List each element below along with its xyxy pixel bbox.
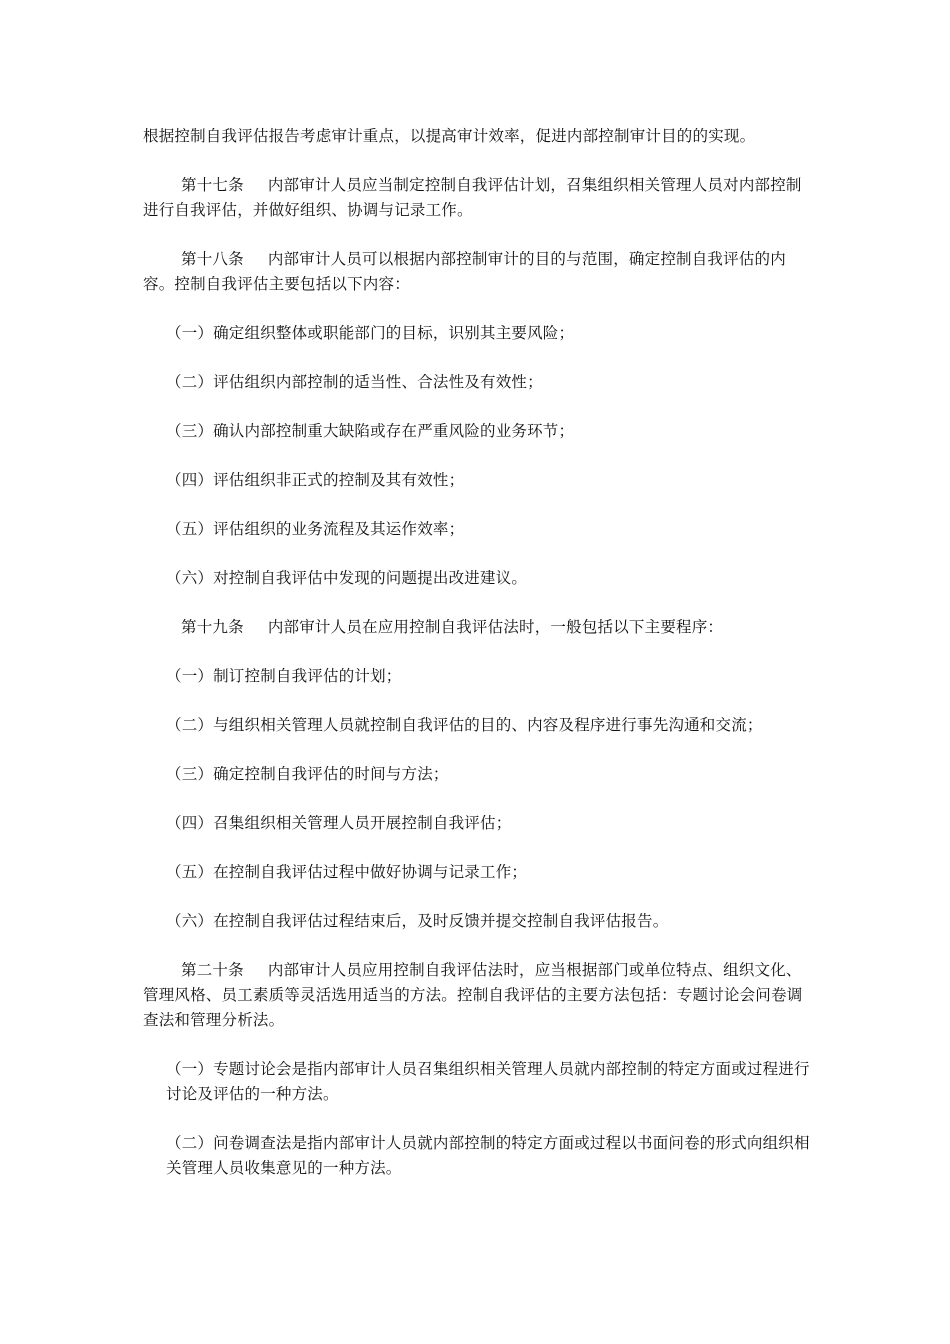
article-18-item: （五）评估组织的业务流程及其运作效率； [166,520,465,538]
article-19-number: 第十九条 [181,618,244,636]
article-18-number: 第十八条 [181,250,244,268]
article-17-text: 内部审计人员应当制定控制自我评估计划，召集组织相关管理人员对内部控制进行自我评估，并做好组织、协调与记录工作。 [143,176,802,219]
article-17-number: 第十七条 [181,176,244,194]
article-19-item: （四）召集组织相关管理人员开展控制自我评估； [166,814,512,832]
document-page [143,124,815,1181]
article-18-item: （三）确认内部控制重大缺陷或存在严重风险的业务环节； [166,422,575,440]
article-19-item: （六）在控制自我评估过程结束后，及时反馈并提交控制自我评估报告。 [166,912,669,930]
article-18-item: （二）评估组织内部控制的适当性、合法性及有效性； [166,373,543,391]
article-20-item: （一）专题讨论会是指内部审计人员召集组织相关管理人员就内部控制的特定方面或过程进行讨论及评估的一种方法。 [166,1060,810,1103]
article-17 [143,173,815,223]
paragraph-intro: 根据控制自我评估报告考虑审计重点，以提高审计效率，促进内部控制审计目的的实现。 [143,127,756,145]
article-18-text: 内部审计人员可以根据内部控制审计的目的与范围，确定控制自我评估的内容。控制自我评估主要包括以下内容： [143,250,786,293]
article-19-item: （五）在控制自我评估过程中做好协调与记录工作； [166,863,528,881]
article-20-number: 第二十条 [181,961,244,979]
article-18-item: （一）确定组织整体或职能部门的目标，识别其主要风险； [166,324,575,342]
article-19-item: （三）确定控制自我评估的时间与方法； [166,765,449,783]
article-18-item: （六）对控制自我评估中发现的问题提出改进建议。 [166,569,528,587]
article-19-text: 内部审计人员在应用控制自我评估法时，一般包括以下主要程序： [267,618,724,636]
article-20-item: （二）问卷调查法是指内部审计人员就内部控制的特定方面或过程以书面问卷的形式向组织相关管理人员收集意见的一种方法。 [166,1134,810,1177]
article-20-text: 内部审计人员应用控制自我评估法时，应当根据部门或单位特点、组织文化、管理风格、员工素质等灵活选用适当的方法。控制自我评估的主要方法包括：专题讨论会问卷调查法和管理分析法。 [143,961,803,1029]
article-20 [143,958,815,1033]
article-19 [143,615,815,640]
article-19-item: （一）制订控制自我评估的计划； [166,667,402,685]
article-18 [143,247,815,297]
article-19-item: （二）与组织相关管理人员就控制自我评估的目的、内容及程序进行事先沟通和交流； [166,716,763,734]
article-18-item: （四）评估组织非正式的控制及其有效性； [166,471,465,489]
